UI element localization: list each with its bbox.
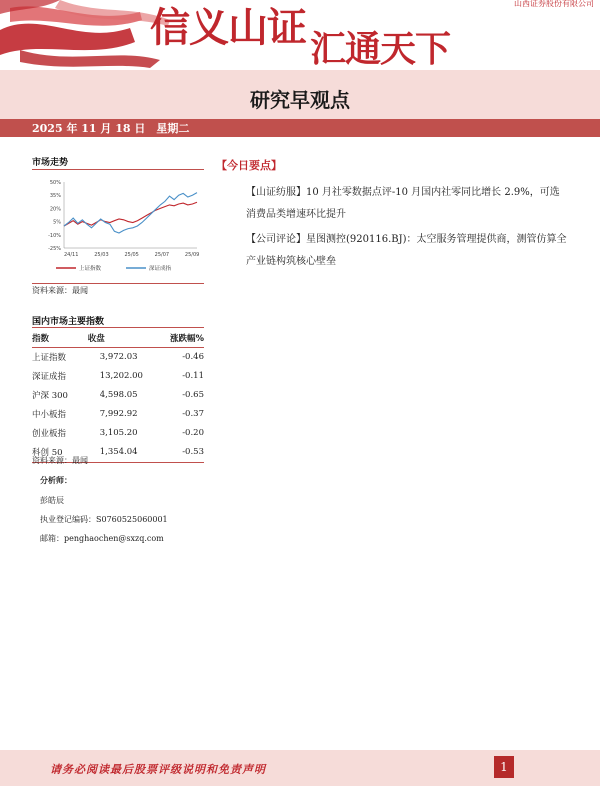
disclaimer-notice[interactable]: 请务必阅读最后股票评级说明和免责声明	[50, 763, 266, 776]
y-tick-label: 50%	[49, 180, 61, 186]
slogan	[150, 0, 451, 70]
legend-label: 上证指数	[79, 266, 102, 272]
index-close: 1,354.04	[78, 443, 161, 463]
index-name: 中小板指	[32, 410, 67, 420]
divider	[32, 327, 204, 328]
company-logo: 山西证券股份有限公司	[514, 0, 594, 8]
market-trend-heading: 市场走势	[32, 158, 69, 168]
y-tick-label: -10%	[48, 232, 61, 239]
index-name: 沪深 300	[32, 391, 68, 401]
analyst-license: 执业登记编码：S0760525060001	[40, 515, 168, 524]
analyst-label-text: 分析师：	[40, 476, 72, 485]
series-line-shanghai	[64, 202, 197, 226]
x-tick-label: 25/09	[184, 252, 200, 258]
index-change: -0.46	[182, 352, 204, 362]
y-tick-label: -25%	[48, 246, 61, 252]
x-tick-label: 25/07	[154, 252, 170, 258]
y-tick-label: 35%	[49, 193, 61, 200]
table-source: 资料来源：最闻	[32, 456, 88, 465]
table-row	[32, 405, 204, 424]
index-table	[32, 330, 204, 463]
index-name: 上证指数	[32, 353, 67, 363]
x-tick-label: 25/03	[94, 252, 109, 258]
table-row	[32, 386, 204, 405]
footer	[0, 750, 600, 786]
analyst-label	[40, 475, 72, 486]
table-row	[32, 424, 204, 443]
series-line-shenzhen	[64, 193, 197, 233]
column-header-close: 收盘	[78, 330, 161, 348]
index-change: -0.37	[182, 409, 204, 419]
x-tick-label: 24/11	[64, 252, 79, 258]
index-change: -0.20	[182, 428, 204, 438]
column-header-change: 涨跌幅%	[161, 330, 204, 348]
divider	[32, 169, 204, 170]
analyst-email: 邮箱：penghaochen@sxzq.com	[40, 534, 164, 543]
chart-source: 资料来源：最闻	[32, 286, 88, 295]
table-row	[32, 348, 204, 368]
index-close: 13,202.00	[99, 371, 143, 381]
index-name: 深证成指	[32, 372, 67, 382]
slogan-part2: 汇通天下	[310, 28, 451, 70]
title-band	[0, 70, 600, 119]
highlight-item-1[interactable]: 【山证纺服】10 月社零数据点评-10 月国内社零同比增长 2.9%，可选消费品类增速环比提升	[246, 187, 560, 220]
index-change: -0.11	[182, 371, 204, 381]
analyst-name: 彭皓辰	[40, 496, 64, 505]
market-trend-svg	[32, 176, 202, 276]
highlight-item-2[interactable]: 【公司评论】星图测控(920116.BJ)：太空服务管理提供商，测管仿算全产业链构筑核心壁垒	[246, 234, 567, 267]
divider	[32, 283, 204, 284]
header-banner	[0, 0, 600, 70]
y-tick-label: 20%	[49, 206, 61, 213]
y-tick-label: 5%	[53, 219, 61, 226]
page-title: 研究早观点	[250, 88, 350, 112]
index-name: 科创 50	[32, 443, 78, 463]
index-close: 3,972.03	[99, 352, 138, 362]
date-bar	[0, 119, 600, 137]
x-tick-label: 25/05	[124, 252, 139, 258]
market-trend-chart	[32, 176, 202, 276]
slogan-part1: 信义山证	[150, 4, 306, 51]
index-close: 3,105.20	[99, 428, 138, 438]
domestic-index-heading: 国内市场主要指数	[32, 317, 105, 327]
index-change: -0.65	[182, 390, 204, 400]
table-row	[32, 367, 204, 386]
legend-label: 深证成指	[149, 266, 172, 272]
index-close: 7,992.92	[99, 409, 138, 419]
index-change: -0.53	[161, 443, 204, 463]
report-date: 2025 年 11 月 18 日 星期二	[32, 122, 190, 135]
index-name: 创业板指	[32, 429, 67, 439]
page-number: 1	[494, 756, 514, 778]
index-close: 4,598.05	[99, 390, 138, 400]
column-header-index: 指数	[32, 330, 78, 348]
today-heading: 【今日要点】	[216, 159, 282, 172]
table-header-row	[32, 330, 204, 348]
